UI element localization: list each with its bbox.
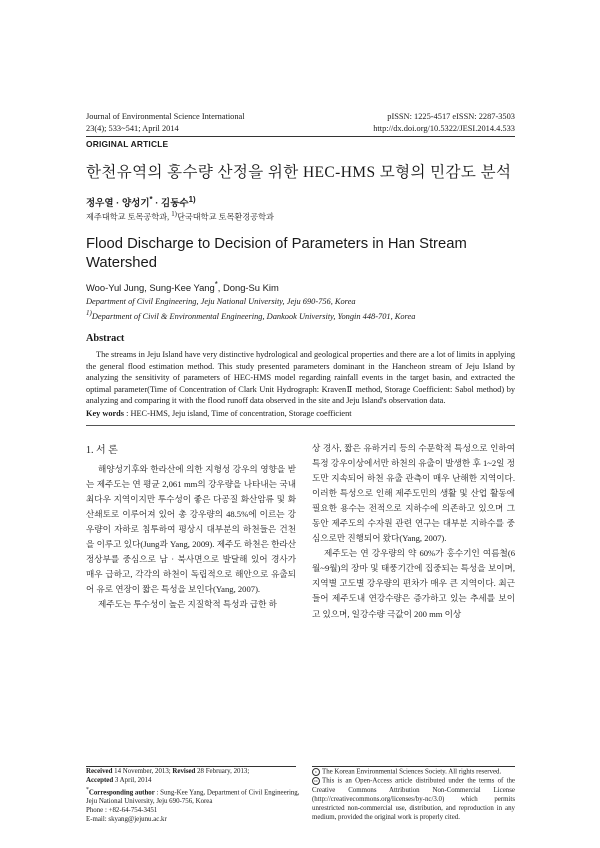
section-heading: 1. 서 론 — [86, 445, 118, 456]
korean-authors-main: 정우열 · 양성기 — [86, 198, 150, 210]
accepted-line — [86, 777, 301, 786]
corresponding-label: Corresponding author — [88, 789, 155, 797]
keywords-line — [86, 409, 352, 418]
abstract-body: The streams in Jeju Island have very distinctive hydrological and geological properties and there are a lot of limits in applying the general flood estimation method. This study presented parameters dominant in the Hancheon stream of Jeju Island by analyzing the sensitivity of parameters of HEC-HMS model regarding rainfall events in the target basin, and extracted the optimal parameter(Time of Concentration of Clark Unit Hydrograph: KravenⅡ method, Storage Coefficient: Sabol method) by analyzing and comparing it with the flood runoff data observed in the site and Jeju Island's observation data. — [86, 350, 515, 406]
accepted-date: 3 April, 2014 — [113, 776, 152, 784]
korean-title: 한천유역의 홍수량 산정을 위한 HEC-HMS 모형의 민감도 분석 — [86, 164, 512, 181]
copyright-line — [312, 768, 515, 777]
doi-link[interactable]: http://dx.doi.org/10.5322/JESI.2014.4.533 — [373, 123, 515, 133]
footnote-right — [312, 768, 515, 823]
copyright-text: The Korean Environmental Sciences Society. All rights reserved. — [322, 768, 502, 776]
footnote-rule — [312, 766, 515, 767]
keywords-rule — [86, 425, 515, 426]
accepted-label: Accepted — [86, 776, 114, 784]
affiliation-mark: 1) — [171, 211, 177, 218]
english-authors-a: Woo-Yul Jung, Sung-Kee Yang — [86, 282, 215, 294]
received-label: Received — [86, 768, 113, 775]
license-text: This is an Open-Access article distributed under the terms of the Creative Commons Attribution Non-Commercial License (http://creativecommons.org/licenses/by-nc/3.0) which permits unrestricted non-commercial use, distribution, and reproduction in any medium, provided the original work is properly cited. — [312, 778, 515, 821]
keywords-text: : HEC-HMS, Jeju island, Time of concentration, Storage coefficient — [124, 409, 352, 418]
dates-line — [86, 768, 301, 777]
journal-volume: 23(4); 533~541; April 2014 — [86, 123, 179, 133]
english-affiliation-2 — [86, 309, 415, 321]
korean-affiliation — [86, 211, 274, 223]
header-rule — [86, 136, 515, 137]
body-column-right — [312, 441, 515, 622]
corresponding-mark: * — [214, 280, 218, 289]
paragraph: 제주도는 연 강우량의 약 60%가 홍수기인 여름철(6월~9월)의 장마 및 태풍기간에 집중되는 특성을 보이며, 지역별 고도별 강우량의 편차가 매우 큰 지역이다. 최근 들어 제주도내 연강수량은 증가하고 있는 추세를 보이고 있으며, 일강수량 극값이 200 mm 이상 — [312, 548, 515, 619]
corresponding-mark: * — [86, 786, 89, 793]
keywords-label: Key words — [86, 409, 125, 418]
english-affil2-text: Department of Civil & Environmental Engineering, Dankook University, Yongin 448-701, Korea — [91, 311, 416, 321]
body-column-left — [86, 462, 296, 612]
korean-authors-last: · 김동수 — [152, 198, 189, 210]
paragraph: 제주도는 투수성이 높은 지질학적 특성과 급한 하 — [98, 599, 277, 610]
english-authors — [86, 280, 279, 293]
english-authors-b: , Dong-Su Kim — [217, 282, 279, 294]
footnote-left — [86, 768, 301, 825]
corresponding-line — [86, 786, 301, 807]
received-date: 14 November, 2013; — [112, 768, 173, 775]
journal-name: Journal of Environmental Science International — [86, 112, 245, 121]
affiliation-mark: 1) — [188, 195, 196, 204]
english-title: Flood Discharge to Decision of Parameters in Han Stream Watershed — [86, 236, 467, 271]
issn: pISSN: 1225-4517 eISSN: 2287-3503 — [387, 112, 515, 121]
corresponding-text: : Sung-Kee Yang, Department of Civil Engineering, Jeju National University, Jeju 690-756, Korea — [86, 789, 300, 806]
paragraph: 상 경사, 짧은 유하거리 등의 수문학적 특성으로 인하여 특정 강우이상에서만 하천의 유출이 발생한 후 1~2일 정도만 지속되어 하천 유출 관측이 매우 난해한 지역이다. 이러한 특성으로 인해 제주도민의 생활 및 산업 활동에 필요한 용수는 전적으로 지하수에 의존하고 있으며 그동안 제주도의 수자원 관련 연구는 대부분 지하수를 중심으로만 진행되어 왔다(Yang, 2007). — [312, 443, 515, 544]
issn-doi-block — [300, 111, 515, 134]
license-line — [312, 777, 515, 822]
phone-line: Phone : +82-64-754-3451 — [86, 806, 158, 814]
english-affiliation-1: Department of Civil Engineering, Jeju National University, Jeju 690-756, Korea — [86, 297, 356, 306]
korean-authors — [86, 195, 196, 209]
paragraph: 해양성기후와 한라산에 의한 지형성 강우의 영향을 받는 제주도는 연 평균 2,061 mm의 강우량을 나타내는 국내 최다우 지역이지만 투수성이 좋은 다공질 화산암류 및 화산쇄토로 이루어져 있어 총 강우량의 48.5%에 이르는 강우량이 자하로 침투하여 평상시 대부분의 하천들은 건천을 이루고 있다(Jung과 Yang, 2009). 제주도 하천은 한라산 정상부를 중심으로 남 · 북사면으로 발달해 있어 경사가 매우 급하고, 각각의 하천이 독립적으로 해안으로 유출되어 유로 연장이 짧은 특성을 보인다(Yang, 2007). — [86, 464, 296, 595]
revised-date: 28 February, 2013; — [195, 768, 250, 775]
korean-affil-a: 제주대학교 토목공학과, — [86, 212, 172, 222]
creative-commons-icon: cc — [312, 777, 320, 785]
footnote-rule — [86, 766, 296, 767]
affiliation-mark: 1) — [86, 309, 92, 317]
email-line[interactable]: E-mail: skyang@jejunu.ac.kr — [86, 815, 167, 823]
corresponding-mark: * — [149, 195, 153, 204]
article-type-label: ORIGINAL ARTICLE — [86, 139, 169, 149]
revised-label: Revised — [172, 768, 196, 775]
copyright-icon: c — [312, 768, 320, 776]
abstract-heading: Abstract — [86, 333, 125, 344]
korean-affil-b: 단국대학교 토목환경공학과 — [176, 212, 274, 222]
